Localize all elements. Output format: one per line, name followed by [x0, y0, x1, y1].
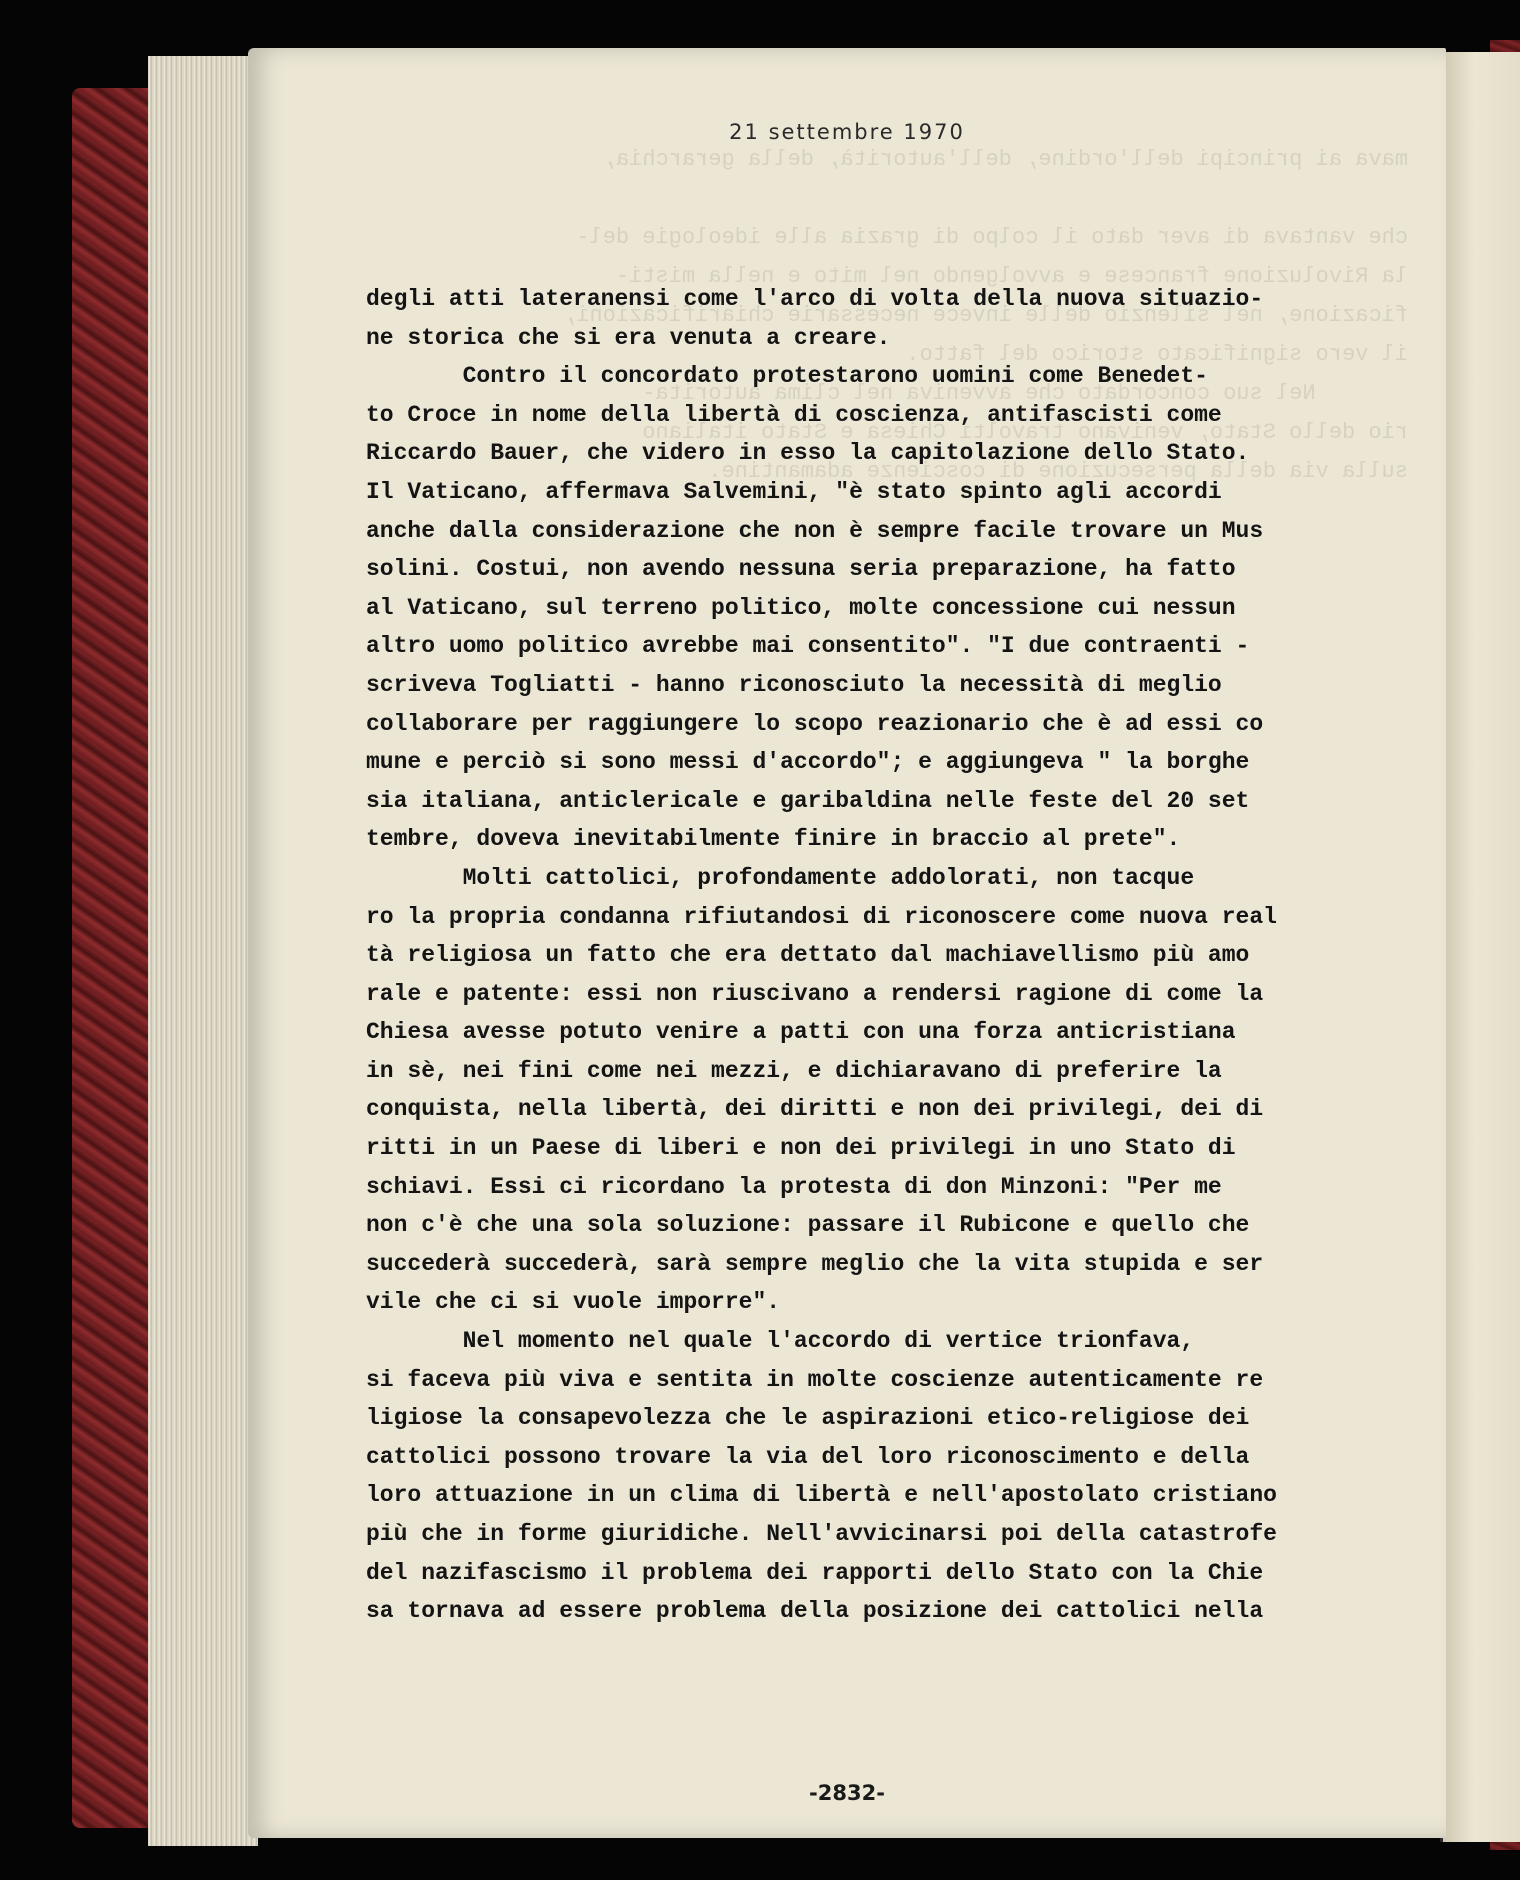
text-line: to Croce in nome della libertà di coscienza, antifascisti come — [366, 401, 1222, 428]
text-line: non c'è che una sola soluzione: passare il Rubicone e quello che — [366, 1212, 1250, 1239]
text-line: Molti cattolici, profondamente addolorati, non tacque — [366, 864, 1195, 891]
page-number: -2832- — [809, 1781, 885, 1805]
text-line: solini. Costui, non avendo nessuna seria preparazione, ha fatto — [366, 556, 1236, 583]
text-line: Riccardo Bauer, che videro in esso la capitolazione dello Stato. — [366, 440, 1250, 467]
text-line: Chiesa avesse potuto venire a patti con una forza anticristiana — [366, 1019, 1236, 1046]
text-line: Nel momento nel quale l'accordo di vertice trionfava, — [366, 1328, 1195, 1355]
text-line: succederà succederà, sarà sempre meglio che la vita stupida e ser — [366, 1250, 1264, 1277]
text-line: ligiose la consapevolezza che le aspirazioni etico-religiose dei — [366, 1405, 1250, 1432]
next-page-edge — [1440, 52, 1520, 1842]
text-line: sa tornava ad essere problema della posizione dei cattolici nella — [366, 1598, 1264, 1625]
text-line: al Vaticano, sul terreno politico, molte concessione cui nessun — [366, 594, 1236, 621]
text-line: scriveva Togliatti - hanno riconosciuto la necessità di meglio — [366, 671, 1222, 698]
text-line: loro attuazione in un clima di libertà e nell'apostolato cristiano — [366, 1482, 1277, 1509]
text-line: del nazifascismo il problema dei rapporti dello Stato con la Chie — [366, 1559, 1264, 1586]
page-edges — [148, 56, 258, 1846]
typed-body-text — [366, 280, 1366, 1631]
text-line: Contro il concordato protestarono uomini come Benedet- — [366, 363, 1208, 390]
text-line: anche dalla considerazione che non è sempre facile trovare un Mus — [366, 517, 1264, 544]
text-line: ritti in un Paese di liberi e non dei privilegi in uno Stato di — [366, 1135, 1236, 1162]
text-line: ro la propria condanna rifiutandosi di riconoscere come nuova real — [366, 903, 1277, 930]
text-line: più che in forme giuridiche. Nell'avvicinarsi poi della catastrofe — [366, 1521, 1277, 1547]
text-line: in sè, nei fini come nei mezzi, e dichiaravano di preferire la — [366, 1057, 1222, 1084]
text-line: schiavi. Essi ci ricordano la protesta di don Minzoni: "Per me — [366, 1173, 1222, 1200]
text-line: si faceva più viva e sentita in molte coscienze autenticamente re — [366, 1366, 1264, 1393]
text-line: tà religiosa un fatto che era dettato dal machiavellismo più amo — [366, 942, 1250, 969]
document-page — [248, 48, 1446, 1838]
text-line: vile che ci si vuole imporre". — [366, 1289, 781, 1316]
text-line: collaborare per raggiungere lo scopo reazionario che è ad essi co — [366, 710, 1264, 737]
text-line: altro uomo politico avrebbe mai consentito". "I due contraenti - — [366, 633, 1250, 660]
text-line: Il Vaticano, affermava Salvemini, "è stato spinto agli accordi — [366, 478, 1222, 505]
text-line: mune e perciò si sono messi d'accordo"; e aggiungeva " la borghe — [366, 749, 1250, 776]
text-line: ne storica che si era venuta a creare. — [366, 324, 891, 351]
text-line: rale e patente: essi non riuscivano a rendersi ragione di come la — [366, 980, 1264, 1007]
text-line: cattolici possono trovare la via del loro riconoscimento e della — [366, 1443, 1250, 1470]
text-line: sia italiana, anticlericale e garibaldina nelle feste del 20 set — [366, 787, 1250, 814]
show-through-texture: mava ai principi dell'ordine, dell'autorità, della gerarchia, che vantava di aver dato il colpo di grazia alle ideologie del- la Rivoluzione francese e avvolgendo nel mito e nella misti- ficazione, nel silenzio delle invece necessarie chiarificazioni, il vero significato storico del fatto. Nel suo concordato che avveniva nel clima autorita- rio dello Stato, venivano travolti Chiesa e Stato italiano sulla via della persecuzione di coscienze adamantine. — [563, 147, 1408, 484]
text-line: tembre, doveva inevitabilmente finire in braccio al prete". — [366, 826, 1181, 853]
page-header-date: 21 settembre 1970 — [729, 120, 965, 144]
text-line: degli atti lateranensi come l'arco di volta della nuova situazio- — [366, 286, 1264, 312]
text-line: conquista, nella libertà, dei diritti e non dei privilegi, dei di — [366, 1096, 1264, 1123]
